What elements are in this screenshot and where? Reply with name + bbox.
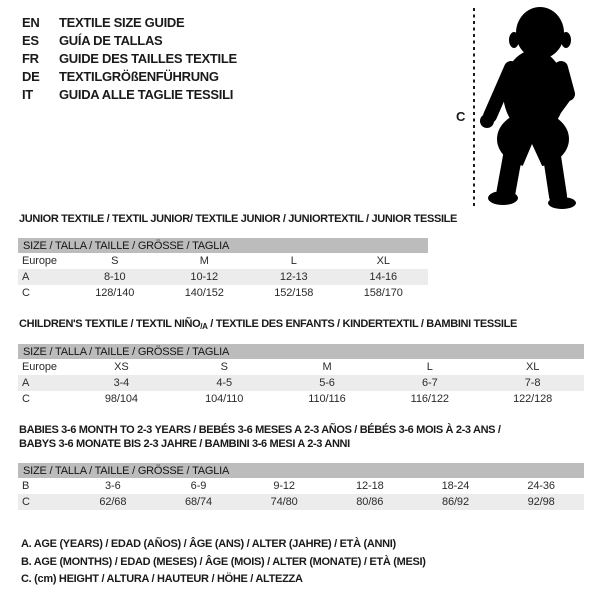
cell: L <box>290 255 297 267</box>
cell: 104/110 <box>205 393 244 405</box>
language-code: DE <box>22 68 40 84</box>
language-row-it <box>22 85 237 103</box>
toddler-silhouette-figure <box>448 0 598 215</box>
cell: 24-36 <box>527 480 555 492</box>
cell: 8-10 <box>103 271 126 283</box>
size-header-label: SIZE / TALLA / TAILLE / GRÖSSE / TAGLIA <box>18 463 584 478</box>
cell: 3-6 <box>105 480 121 492</box>
row-label: A <box>22 377 30 389</box>
cell: 74/80 <box>270 496 298 508</box>
section-title-childrens <box>19 317 584 332</box>
row-label: Europe <box>22 255 57 267</box>
row-label: C <box>22 393 30 405</box>
language-label: GUIDE DES TAILLES TEXTILE <box>59 50 237 66</box>
cell: 10-12 <box>190 271 219 283</box>
language-label: GUIDA ALLE TAGLIE TESSILI <box>59 86 234 102</box>
table-row-height <box>18 391 584 407</box>
toddler-silhouette-icon <box>480 7 576 209</box>
language-code: ES <box>22 32 39 48</box>
table-row-europe <box>18 253 428 269</box>
title-text: / TEXTILE DES ENFANTS / KINDERTEXTIL / BAMBINI TESSILE <box>207 318 517 330</box>
cell: 5-6 <box>319 377 335 389</box>
cell: 152/158 <box>274 287 314 299</box>
language-code: EN <box>22 14 40 30</box>
row-label: Europe <box>22 361 57 373</box>
language-code: IT <box>22 86 33 102</box>
table-row-age <box>18 269 428 285</box>
height-marker-label: C <box>456 109 466 124</box>
size-tables <box>18 212 584 526</box>
footnote-b: B. AGE (MONTHS) / EDAD (MESES) / ÂGE (MOIS) / ALTER (MONATE) / ETÀ (MESI) <box>21 555 426 568</box>
title-line-2: BABYS 3-6 MONATE BIS 2-3 JAHRE / BAMBINI 3-6 MESI A 2-3 ANNI <box>19 438 350 450</box>
language-label: TEXTILGRÖßENFÜHRUNG <box>59 68 219 84</box>
size-header-row <box>18 463 584 478</box>
cell: 14-16 <box>369 271 398 283</box>
cell: 92/98 <box>527 496 555 508</box>
cell: 9-12 <box>273 480 295 492</box>
row-label: A <box>22 271 30 283</box>
cell: 18-24 <box>441 480 470 492</box>
cell: S <box>111 255 119 267</box>
title-subscript: /A <box>200 322 208 331</box>
babies-size-table <box>18 463 584 510</box>
cell: 3-4 <box>113 377 130 389</box>
size-header-row <box>18 344 584 359</box>
footnote-c: C. (cm) HEIGHT / ALTURA / HAUTEUR / HÖHE / ALTEZZA <box>21 573 303 585</box>
cell: 4-5 <box>216 377 232 389</box>
table-row-europe <box>18 359 584 375</box>
cell: 158/170 <box>363 287 403 299</box>
table-row-height <box>18 285 428 301</box>
language-row-fr <box>22 49 237 67</box>
cell: 12-13 <box>279 271 308 283</box>
section-junior-textile <box>18 212 584 301</box>
language-row-es <box>22 31 237 49</box>
size-header-label: SIZE / TALLA / TAILLE / GRÖSSE / TAGLIA <box>18 344 584 359</box>
cell: 98/104 <box>104 393 138 405</box>
cell: 80/86 <box>356 496 384 508</box>
cell: 7-8 <box>524 377 541 389</box>
cell: 128/140 <box>95 287 135 299</box>
cell: 110/116 <box>308 393 346 405</box>
table-row-age <box>18 375 584 391</box>
cell: 12-18 <box>355 480 384 492</box>
cell: XL <box>525 361 540 373</box>
cell: 116/122 <box>410 393 449 405</box>
cell: XL <box>376 255 390 267</box>
size-header-row <box>18 238 428 253</box>
cell: 68/74 <box>184 496 212 508</box>
row-label: C <box>22 287 30 299</box>
cell: M <box>322 361 332 373</box>
junior-size-table <box>18 238 428 301</box>
title-text: CHILDREN'S TEXTILE / TEXTIL NIÑO <box>19 318 201 330</box>
footnote-a: A. AGE (YEARS) / EDAD (AÑOS) / ÂGE (ANS) / ALTER (JAHRE) / ETÀ (ANNI) <box>21 538 396 550</box>
cell: 62/68 <box>99 496 127 508</box>
footnotes <box>21 536 426 589</box>
row-label: B <box>22 480 30 492</box>
language-code: FR <box>22 50 39 66</box>
cell: M <box>199 255 209 267</box>
cell: 6-9 <box>190 480 207 492</box>
row-label: C <box>22 496 30 508</box>
language-label: GUÍA DE TALLAS <box>59 32 163 48</box>
language-row-en <box>22 13 237 31</box>
cell: 140/152 <box>184 287 224 299</box>
section-babies-textile <box>18 423 584 510</box>
cell: S <box>220 361 228 373</box>
cell: L <box>426 361 433 373</box>
section-childrens-textile <box>18 317 584 407</box>
cell: 86/92 <box>441 496 469 508</box>
section-title-junior: JUNIOR TEXTILE / TEXTIL JUNIOR/ TEXTILE JUNIOR / JUNIORTEXTIL / JUNIOR TESSILE <box>19 213 458 225</box>
table-row-age-months <box>18 478 584 494</box>
section-title-babies <box>19 423 584 451</box>
language-label: TEXTILE SIZE GUIDE <box>59 14 185 30</box>
size-header-label: SIZE / TALLA / TAILLE / GRÖSSE / TAGLIA <box>18 238 428 253</box>
language-list <box>22 13 237 103</box>
language-row-de <box>22 67 237 85</box>
title-line-1: BABIES 3-6 MONTH TO 2-3 YEARS / BEBÉS 3-6 MESES A 2-3 AÑOS / BÉBÉS 3-6 MOIS À 2-3 ANS / <box>19 424 501 436</box>
table-row-height <box>18 494 584 510</box>
childrens-size-table <box>18 344 584 407</box>
cell: 122/128 <box>513 393 553 405</box>
cell: XS <box>114 361 129 373</box>
height-figure <box>448 0 598 215</box>
cell: 6-7 <box>421 377 438 389</box>
